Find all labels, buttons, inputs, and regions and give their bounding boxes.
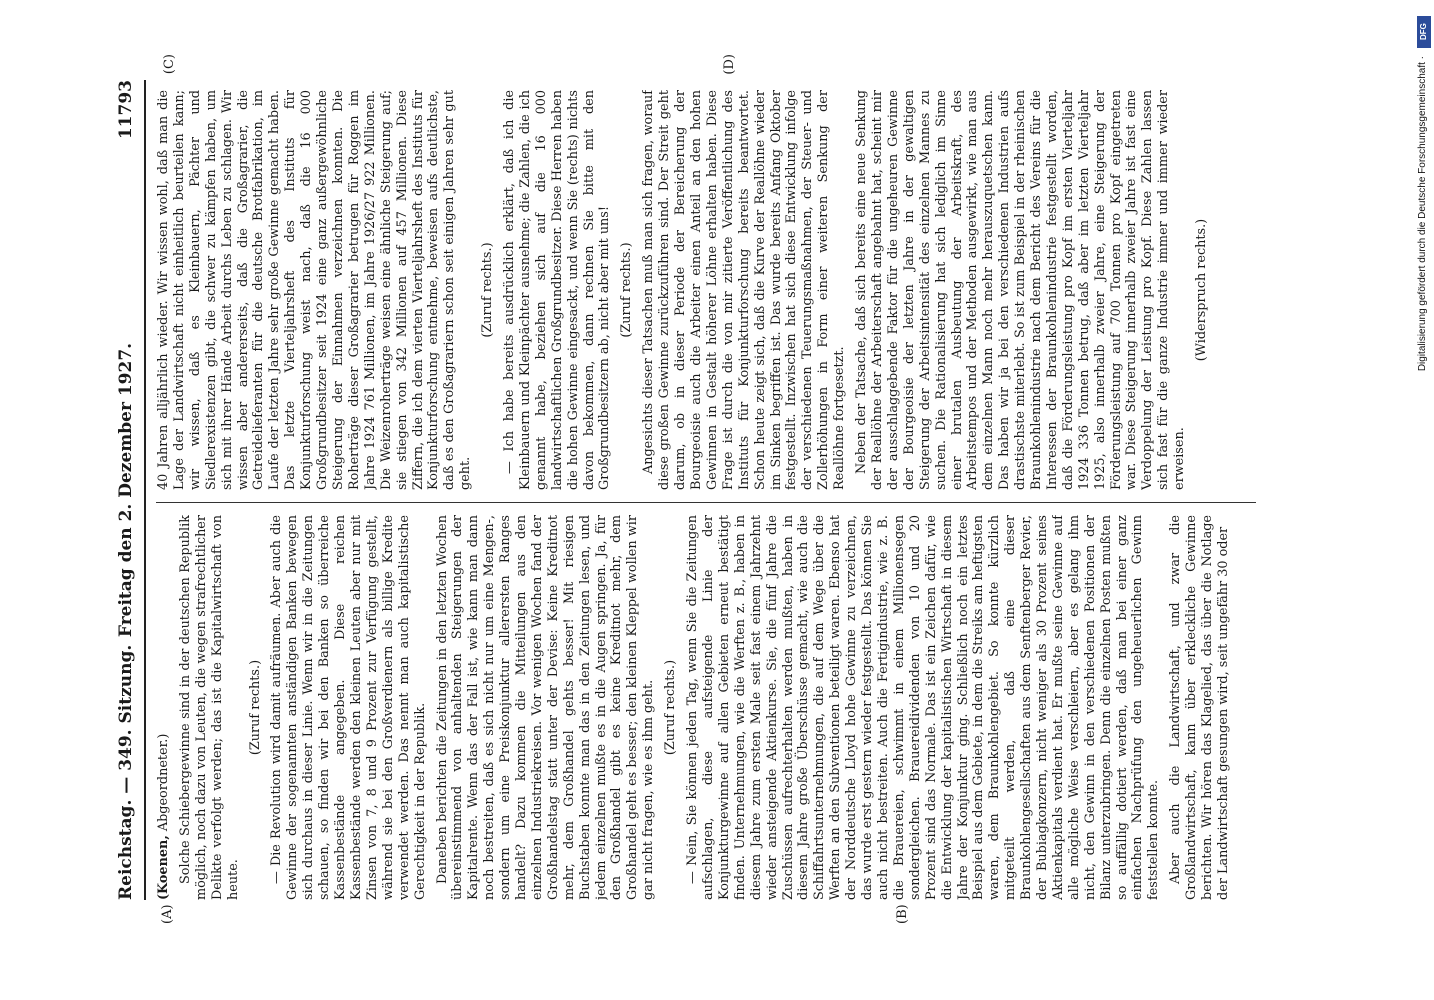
paragraph: Angesichts dieser Tatsachen muß man sich fragen, worauf diese großen Gewinne zurückzuführen sind. Der Streit geht darum, ob in dieser Periode der Bereicherung der Bourgeoisie auch die Arbeiter einen Anteil an den hohen Gewinnen in Gestalt höherer Löhne erhalten haben. Diese Frage ist durch die von mir zitierte Veröffentlichung des Instituts für Konjunkturforschung bereits beantwortet. Schon heute zeigt sich, daß die Kurve der Reallöhne wieder im Sinken begriffen ist. Das wurde bereits Anfang Oktober festgestellt. Inzwischen hat sich diese Entwicklung infolge der verschiedenen Teuerungsmaßnahmen, der Steuer- und Zollerhöhungen in Form einer weiteren Senkung der Reallöhne fortgesetzt. xyxy=(641,90,848,490)
speaker-name: (Koenen, xyxy=(156,835,171,900)
margin-marker-d: (D) xyxy=(722,54,737,75)
document-page xyxy=(110,54,1310,924)
header-left: Reichstag. — 349. Sitzung. xyxy=(116,644,136,900)
paragraph: — Nein, Sie können jeden Tag, wenn Sie die Zeitungen aufschlagen, diese aufsteigende Linie der Konjunkturgewinne auf allen Gebieten erneut bestätigt finden. Unternehmungen, wie die Werften z. B., haben in diesem Jahre zum ersten Male seit fast einem Jahrzehnt wieder ansteigende Aktienkurse. Sie, die fünf Jahre die Zuschüssen aufrechterhalten werden mußten, haben in diesem Jahre große Überschüsse gemacht, wie auch die Schiffahrtsunternehmungen, die auf dem Wege über die Werften an den Subventionen beteiligt waren. Ebenso hat der Norddeutsche Lloyd hohe Gewinne zu verzeichnen, das wurde erst gestern wieder festgestellt. Das können Sie auch nicht bestreiten. Auch die Fertigindustrie, wie z. B. die Brauereien, schwimmt in einem Millionensegen sondergleichen. Brauereidividenden von 10 und 20 Prozent sind das Normale. Das ist ein Zeichen dafür, wie die Entwicklung der kapitalistischen Wirtschaft in diesem Jahre der Konjunktur ging. Schließlich noch ein letztes Beispiel aus dem Gebiete, in dem die Streiks am heftigsten waren, dem Braunkohlengebiet. So konnte kürzlich mitgeteilt werden, daß eine dieser Braunkohlengesellschaften aus dem Senftenberger Revier, der Bubiagkonzern, nicht weniger als 30 Prozent seines Aktienkapitals verdient hat. Er mußte seine Gewinne auf alle mögliche Weise verschleiern, aber es gelang ihm nicht, den Gewinn in den verschiedenen Positionen der Bilanz unterzubringen. Denn die einzelnen Posten mußten so auffällig dotiert werden, daß man bei einer ganz einfachen Nachprüfung den ungeheuerlichen Gewinn feststellen konnte. xyxy=(685,515,1162,900)
paragraph: Solche Schiebergewinne sind in der deutschen Republik möglich, noch dazu von Leuten, die wegen strafrechtlicher Delikte verfolgt werden; das ist die Kapitalwirtschaft von heute. xyxy=(177,515,241,900)
page-number: 11793 xyxy=(116,80,136,140)
paragraph: — Die Revolution wird damit aufräumen. Aber auch die Gewinne der sogenannten anständigen Banken bewegen sich durchaus in dieser Linie. Wenn wir in die Zeitungen schauen, so finden wir bei den Banken so überreiche Kassenbestände angegeben. Diese reichen Kassenbestände werden den kleinen Leuten aber nur mit Zinsen von 7, 8 und 9 Prozent zur Verfügung gestellt, während sie bei den Großverdienern als billige Kredite verwendet werden. Das nennt man auch kapitalistische Gerechtigkeit in der Republik. xyxy=(269,515,428,900)
right-column xyxy=(156,90,1256,490)
page-header xyxy=(110,80,144,900)
interjection: (Widerspruch rechts.) xyxy=(1194,218,1210,362)
paragraph: Aber auch die Landwirtschaft, und zwar die Großlandwirtschaft, kann über erkleckliche Gewinne berichten. Wir hören das Klagelied, das über die Notlage der Landwirtschaft gesungen wird, seit ungefähr 30 oder xyxy=(1168,515,1231,900)
margin-marker-b: (B) xyxy=(895,904,910,924)
dfg-logo: DFG xyxy=(1417,16,1431,48)
speaker-line xyxy=(156,515,172,900)
paragraph: Daneben berichten die Zeitungen in den letzten Wochen übereinstimmend von anhaltenden Steigerungen der Kapitalrente. Wenn das der Fall ist, wie kann man dann noch bestreiten, daß es sich nicht nur um eine Mengen-, sondern um eine Preiskonjunktur allerersten Ranges handelt? Dazu kommen die Mitteilungen aus den einzelnen Industriekreisen. Vor wenigen Wochen fand der Großhandelstag statt unter der Devise: Keine Kreditnot mehr, dem Großhandel gehts besser! Mit riesigen Buchstaben konnte man das in den Zeitungen lesen, und jedem einzelnen mußte es in die Augen springen. Ja, für den Großhandel gibt es keine Kreditnot mehr, dem Großhandel geht es besser; den kleinen Kleppel wollen wir gar nicht fragen, wie es ihm geht. xyxy=(434,515,657,900)
paragraph: Neben der Tatsache, daß sich bereits eine neue Senkung der Reallöhne der Arbeiterschaft angebahnt hat, scheint mir der ausschlaggebende Faktor für die ungeheuren Gewinne der Bourgeoisie der letzten Jahre in der gewaltigen Steigerung der Arbeitsintensität des einzelnen Mannes zu suchen. Die Rationalisierung hat sich lediglich im Sinne einer brutalen Ausbeutung der Arbeitskraft, des Arbeitstempos und der Methoden ausgewirkt, wie man aus dem einzelnen Mann noch mehr herauszuquetschen kann. Das haben wir ja bei den verschiedenen Industrien aufs drastischste miterlebt. So ist zum Beispiel in der rheinischen Braunkohlenindustrie nach dem Bericht des Vereins für die Interessen der Braunkohlenindustrie festgestellt worden, daß die Förderungsleistung pro Kopf im ersten Vierteljahr 1924 336 Tonnen betrug, daß aber im letzten Vierteljahr 1925, also innerhalb zweier Jahre, eine Steigerung der Förderungsleistung auf 700 Tonnen pro Kopf eingetreten war. Diese Steigerung innerhalb zweier Jahre ist fast eine Verdoppelung der Leistung pro Kopf. Diese Zahlen lassen sich fast für die ganze Industrie immer und immer wieder erweisen. xyxy=(854,90,1188,490)
header-rule xyxy=(144,80,146,900)
paragraph: 40 Jahren alljährlich wieder. Wir wissen wohl, daß man die Lage der Landwirtschaft nicht einheitlich beurteilen kann; wir wissen, daß es Kleinbauern, Pächter und Siedlerexistenzen gibt, die schwer zu kämpfen haben, um sich mit ihrer Hände Arbeit durchs Leben zu schlagen. Wir wissen aber andererseits, daß die Großagrarier, die Getreidelieferanten für die deutsche Brotfabrikation, im Laufe der letzten Jahre sehr große Gewinne gemacht haben. Das letzte Vierteljahrsheft des Instituts für Konjunkturforschung weist nach, daß die 16 000 Großgrundbesitzer seit 1924 eine ganz außergewöhnliche Steigerung der Einnahmen verzeichnen konnten. Die Roherträge dieser Großagrarier betrugen für Roggen im Jahre 1924 761 Millionen, im Jahre 1926/27 922 Millionen. Die Weizenroherträge weisen eine ähnliche Steigerung auf; sie stiegen von 342 Millionen auf 457 Millionen. Diese Ziffern, die ich dem vierten Vierteljahrsheft des Instituts für Konjunkturforschung entnehme, beweisen aufs deutlichste, daß es den Großagrariern schon seit einigen Jahren sehr gut geht. xyxy=(156,90,474,490)
funding-note: Digitalisierung gefördert durch die Deutsche Forschungsgemeinschaft · xyxy=(1417,56,1428,372)
interjection: (Zuruf rechts.) xyxy=(480,242,496,338)
interjection: (Zuruf rechts.) xyxy=(663,659,679,756)
column-divider xyxy=(156,502,1256,503)
dfg-sidebar xyxy=(1408,16,1434,986)
left-column xyxy=(156,515,1256,900)
paragraph: — Ich habe bereits ausdrücklich erklärt, daß ich die Kleinbauern und Kleinpächter ausnehme; die Zahlen, die ich genannt habe, beziehen sich auf die 16 000 landwirtschaftlichen Großgrundbesitzer. Diese Herren haben die hohen Gewinne eingesackt, und wenn Sie (rechts) nichts davon bekommen, dann rechnen Sie bitte mit den Großgrundbesitzern ab, nicht aber mit uns! xyxy=(502,90,613,490)
margin-marker-c: (C) xyxy=(162,54,177,75)
header-date: Freitag den 2. Dezember 1927. xyxy=(116,342,136,638)
speaker-role: Abgeordneter.) xyxy=(156,733,171,832)
interjection: (Zuruf rechts.) xyxy=(619,242,635,338)
interjection: (Zuruf rechts.) xyxy=(247,659,263,756)
margin-marker-a: (A) xyxy=(160,904,175,924)
